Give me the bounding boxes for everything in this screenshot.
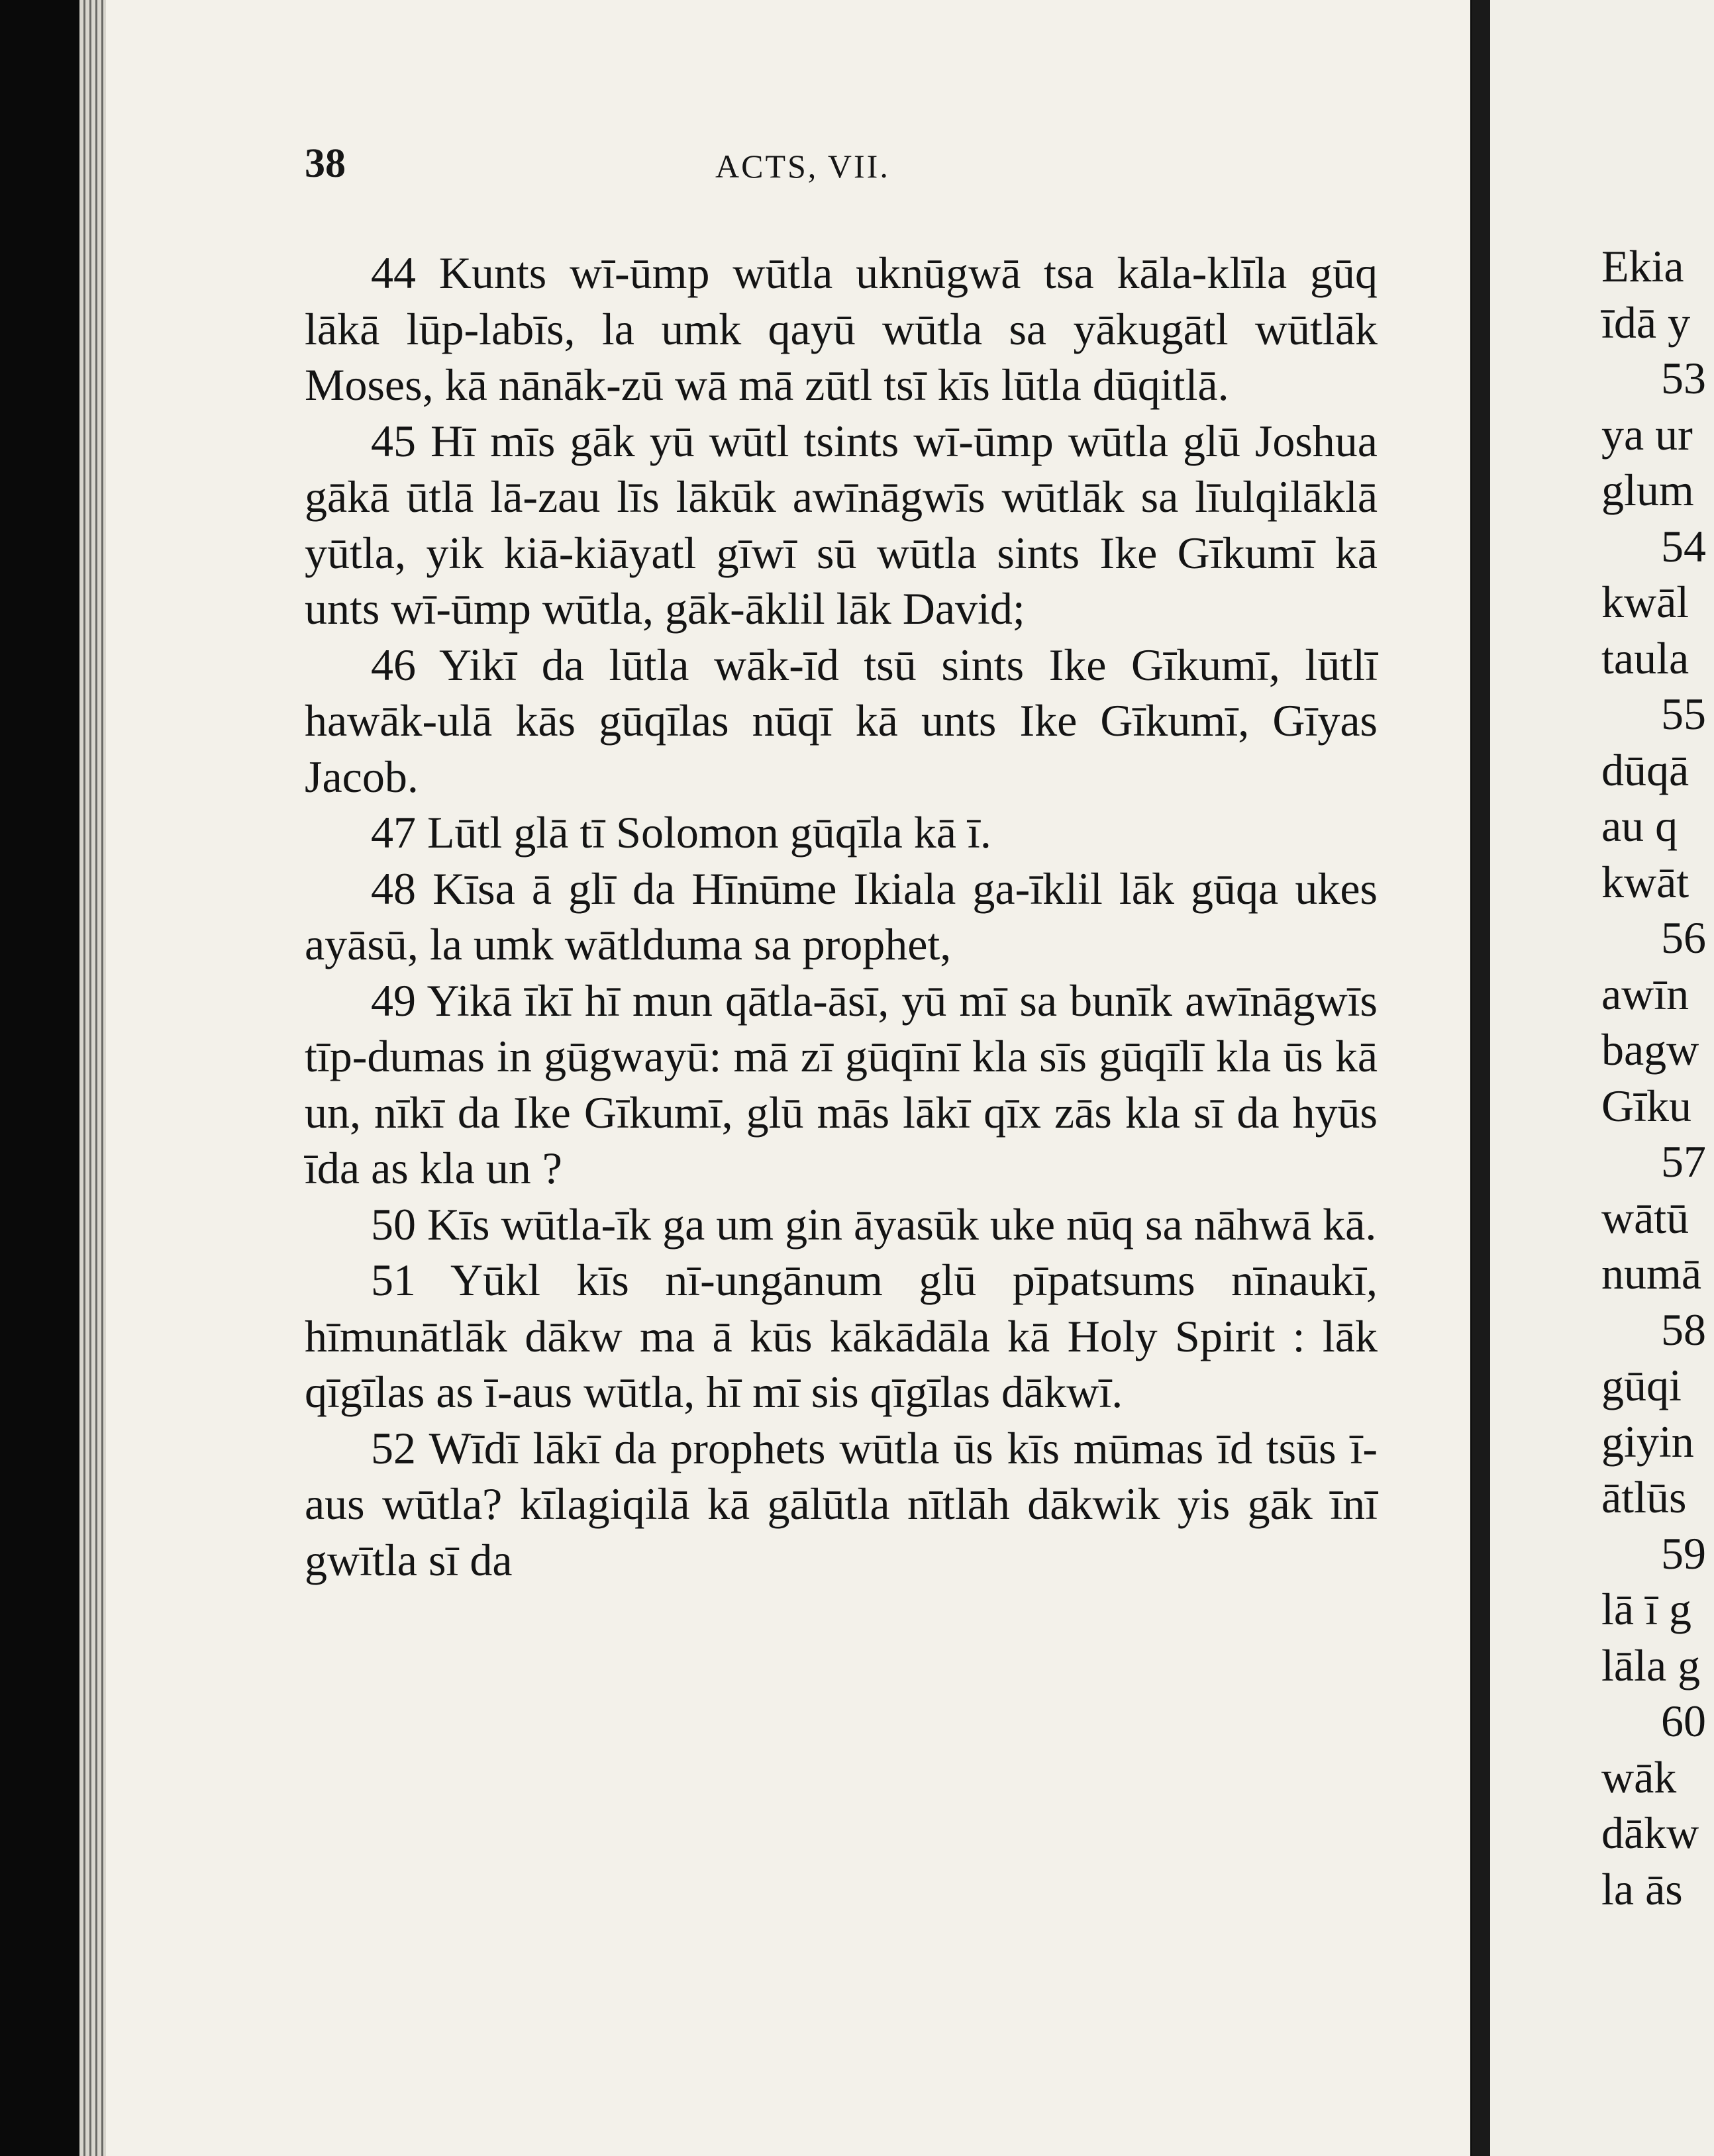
book-gutter [1472,0,1490,2156]
facing-line: taula [1601,632,1689,683]
facing-line: ya ur [1601,409,1693,460]
facing-line: 56 [1661,912,1706,963]
facing-line: glum [1601,465,1694,515]
facing-line: lāla g [1601,1640,1701,1690]
page-header [305,140,1378,193]
facing-line: Ekia [1601,241,1684,291]
facing-line: wāk [1601,1751,1677,1802]
verse-50: 50 Kīs wūtla-īk ga um gin āyasūk uke nūq sa nāhwā kā. [371,1199,1377,1250]
facing-line: awīn [1601,968,1689,1019]
facing-line: 53 [1661,353,1706,403]
facing-line: kwāt [1601,856,1689,907]
verse-52: 52 Wīdī lākī da prophets wūtla ūs kīs mūmas īd tsūs ī-aus wūtla? kīlagiqilā kā gālūtla nītlāh dākwik yis gāk īnī gwītla sī da [305,1422,1378,1585]
page-stack-edges [79,0,106,2156]
facing-line: ātlūs [1601,1472,1687,1522]
facing-line: gūqi [1601,1360,1682,1410]
verse-text-block [305,245,1378,1588]
facing-page-text [1601,238,1714,1917]
facing-line: 60 [1661,1696,1706,1746]
facing-line: la ās [1601,1863,1683,1914]
facing-line: au q [1601,801,1678,851]
verse-48: 48 Kīsa ā glī da Hīnūme Ikiala ga-īklil lāk gūqa ukes ayāsū, la umk wātlduma sa prophet, [305,863,1378,969]
verse-46: 46 Yikī da lūtla wāk-īd tsū sints Ike Gīkumī, lūtlī hawāk-ulā kās gūqīlas nūqī kā unts Ike Gīkumī, Gīyas Jacob. [305,639,1378,802]
running-head: ACTS, VII. [715,148,890,185]
verse-45: 45 Hī mīs gāk yū wūtl tsints wī-ūmp wūtla glū Joshua gākā ūtlā lā-zau līs lākūk awīnāgwīs wūtlāk sa līulqilāklā yūtla, yik kiā-kiāyatl gīwī sū wūtla sints Ike Gīkumī kā unts wī-ūmp wūtla, gāk-āklil lāk David; [305,415,1378,634]
facing-line: kwāl [1601,577,1689,627]
verse-51: 51 Yūkl kīs nī-ungānum glū pīpatsums nīnaukī, hīmunātlāk dākw ma ā kūs kākādāla kā Holy Spirit : lāk qīgīlas as ī-aus wūtla, hī mī sis qīgīlas dākwī. [305,1255,1378,1417]
facing-line: 54 [1661,520,1706,571]
facing-line: numā [1601,1248,1702,1298]
facing-line: dākw [1601,1808,1699,1858]
verse-44: 44 Kunts wī-ūmp wūtla uknūgwā tsa kāla-klīla gūq lākā lūp-labīs, la umk qayū wūtla sa yākugātl wūtlāk Moses, kā nānāk-zū wā mā zūtl tsī kīs lūtla dūqitlā. [305,248,1378,410]
verse-49: 49 Yikā īkī hī mun qātla-āsī, yū mī sa bunīk awīnāgwīs tīp-dumas in gūgwayū: mā zī gūqīnī kla sīs gūqīlī kla ūs kā un, nīkī da Ike Gīkumī, glū mās lākī qīx zās kla sī da hyūs īda as kla un ? [305,975,1378,1193]
facing-line: 55 [1661,689,1706,739]
facing-line: lā ī g [1601,1584,1691,1634]
verse-47: 47 Lūtl glā tī Solomon gūqīla kā ī. [371,807,991,858]
facing-line: Gīku [1601,1080,1691,1131]
facing-line: wātū [1601,1192,1689,1243]
facing-line: dūqā [1601,744,1689,795]
facing-line: 57 [1661,1136,1706,1187]
page-number: 38 [305,141,346,186]
facing-line: 59 [1661,1528,1706,1579]
facing-line: bagw [1601,1024,1699,1075]
facing-line: giyin [1601,1416,1694,1467]
facing-line: īdā y [1601,297,1691,348]
facing-line: 58 [1661,1304,1706,1355]
